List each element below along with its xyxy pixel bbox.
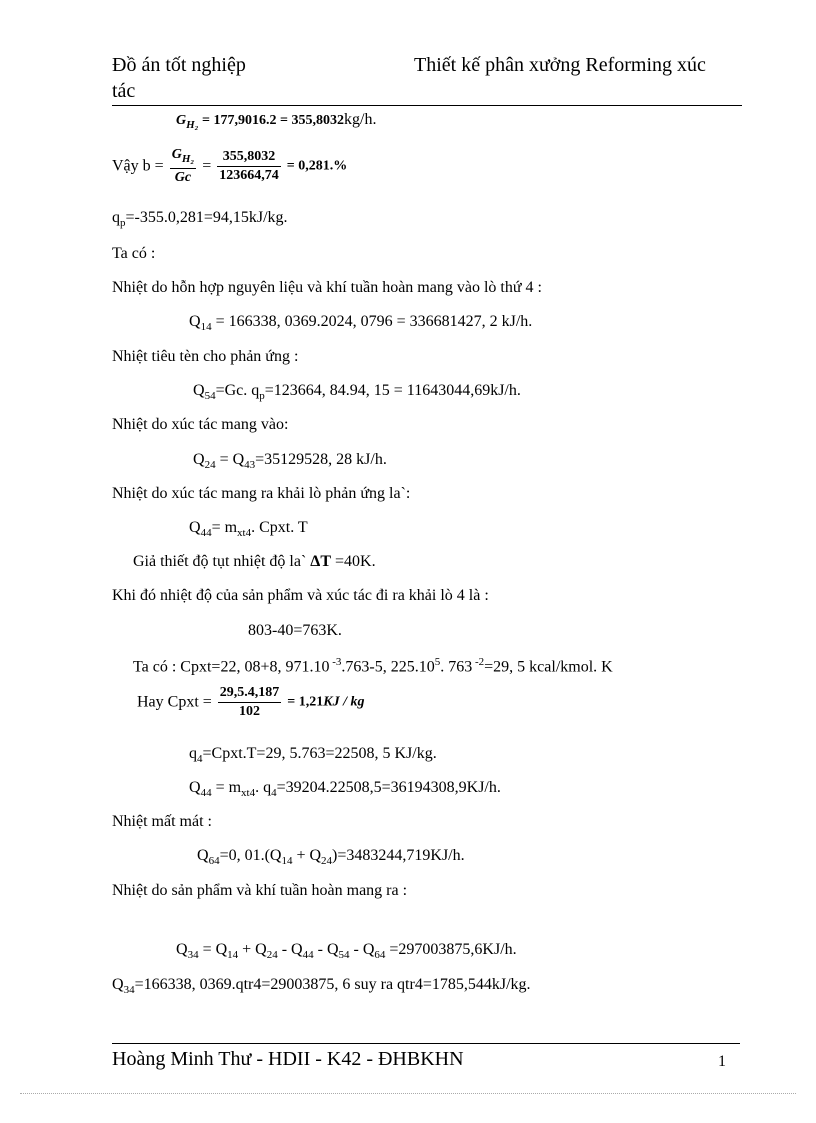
text-reaction-heat: Nhiệt tiêu tèn cho phản ứng :	[112, 348, 299, 365]
text-heat-in: Nhiệt do hỗn hợp nguyên liệu và khí tuần hoàn mang vào lò thứ 4 :	[112, 279, 542, 296]
page-bottom-border	[20, 1093, 796, 1094]
text-catalyst-in: Nhiệt do xúc tác mang vào:	[112, 416, 289, 433]
eq-cpxt-kj: Hay Cpxt = $\frac{29,5.4,187}{102}$ = 1,21KJ / kg	[137, 685, 365, 719]
eq-q24: $Q_{24} = Q_{43}=35129528$, 28 kJ/h.	[193, 451, 387, 472]
eq-q64: $Q_{64}=0$, $01.(Q_{14} + Q_{24})=3483244,719KJ/h$.	[197, 847, 465, 868]
eq-q34: $Q_{34} = Q_{14} + Q_{24} - Q_{44} - Q_{54} - Q_{64} =297003875,6KJ/h$.	[176, 941, 517, 962]
eq-q44-value: $Q_{44} = m_{xt4}$. $q_4=39204.22508,5=36194308,9KJ/h$.	[189, 779, 501, 800]
page-number: 1	[718, 1053, 726, 1070]
header-rule	[112, 105, 742, 106]
footer-rule	[112, 1043, 740, 1044]
eq-qp: $q_p=-355.0,281=94,15kJ/kg$.	[112, 209, 288, 230]
text-heat-loss: Nhiệt mất mát :	[112, 813, 212, 830]
text-outlet-temp: Khi đó nhiệt độ của sản phẩm và xúc tác đi ra khải lò 4 là :	[112, 587, 489, 604]
header-right: Thiết kế phân xưởng Reforming xúc	[414, 54, 706, 76]
eq-q14: $Q_{14} = 166338$, 0369.2024, 0796 = 336681427, 2 kJ/h.	[189, 313, 533, 334]
eq-q54: $Q_{54}=Gc$. $q_p=123664$, 84.94, 15 = 11643044,69kJ/h.	[193, 382, 521, 403]
eq-b: Vậy b = $\frac{G_{H_2}}{Gc}$ = $\frac{355,8032}{123664,74}$ = 0,281.%	[112, 147, 348, 185]
text-ta-co: Ta có :	[112, 245, 156, 262]
eq-q4: $q_4=Cpxt.T=29$, 5.763=22508, 5 KJ/kg.	[189, 745, 437, 766]
text-heat-out: Nhiệt do sản phẩm và khí tuần hoàn mang ra :	[112, 882, 408, 899]
eq-temp: 803-40=763K.	[248, 622, 342, 639]
header-left-line2: tác	[112, 80, 136, 102]
header-left-line1: Đồ án tốt nghiệp	[112, 54, 246, 76]
eq-q44-def: $Q_{44}= m_{xt4}$. Cpxt. T	[189, 519, 308, 540]
text-catalyst-out: Nhiệt do xúc tác mang ra khải lò phản ứng la`:	[112, 485, 411, 502]
text-delta-t: Giả thiết độ tụt nhiệt độ la` ΔT =40K.	[133, 553, 376, 570]
eq-gh2: $G_{H_2} = 177,9016.2 = 355,8032kg/h$.	[176, 111, 377, 132]
eq-cpxt: Ta có : Cpxt=22, 08+8, 971.10 $^{-3}$.763-5, 225.10$^5$. 763 $^{-2}$=29, 5 kcal/kmol. K	[133, 656, 613, 676]
footer-author: Hoàng Minh Thư - HDII - K42 - ĐHBKHN	[112, 1048, 464, 1070]
eq-qtr4: $Q_{34}=166338$, 0369.qtr4=29003875, 6 suy ra qtr4=1785,544kJ/kg.	[112, 976, 531, 997]
